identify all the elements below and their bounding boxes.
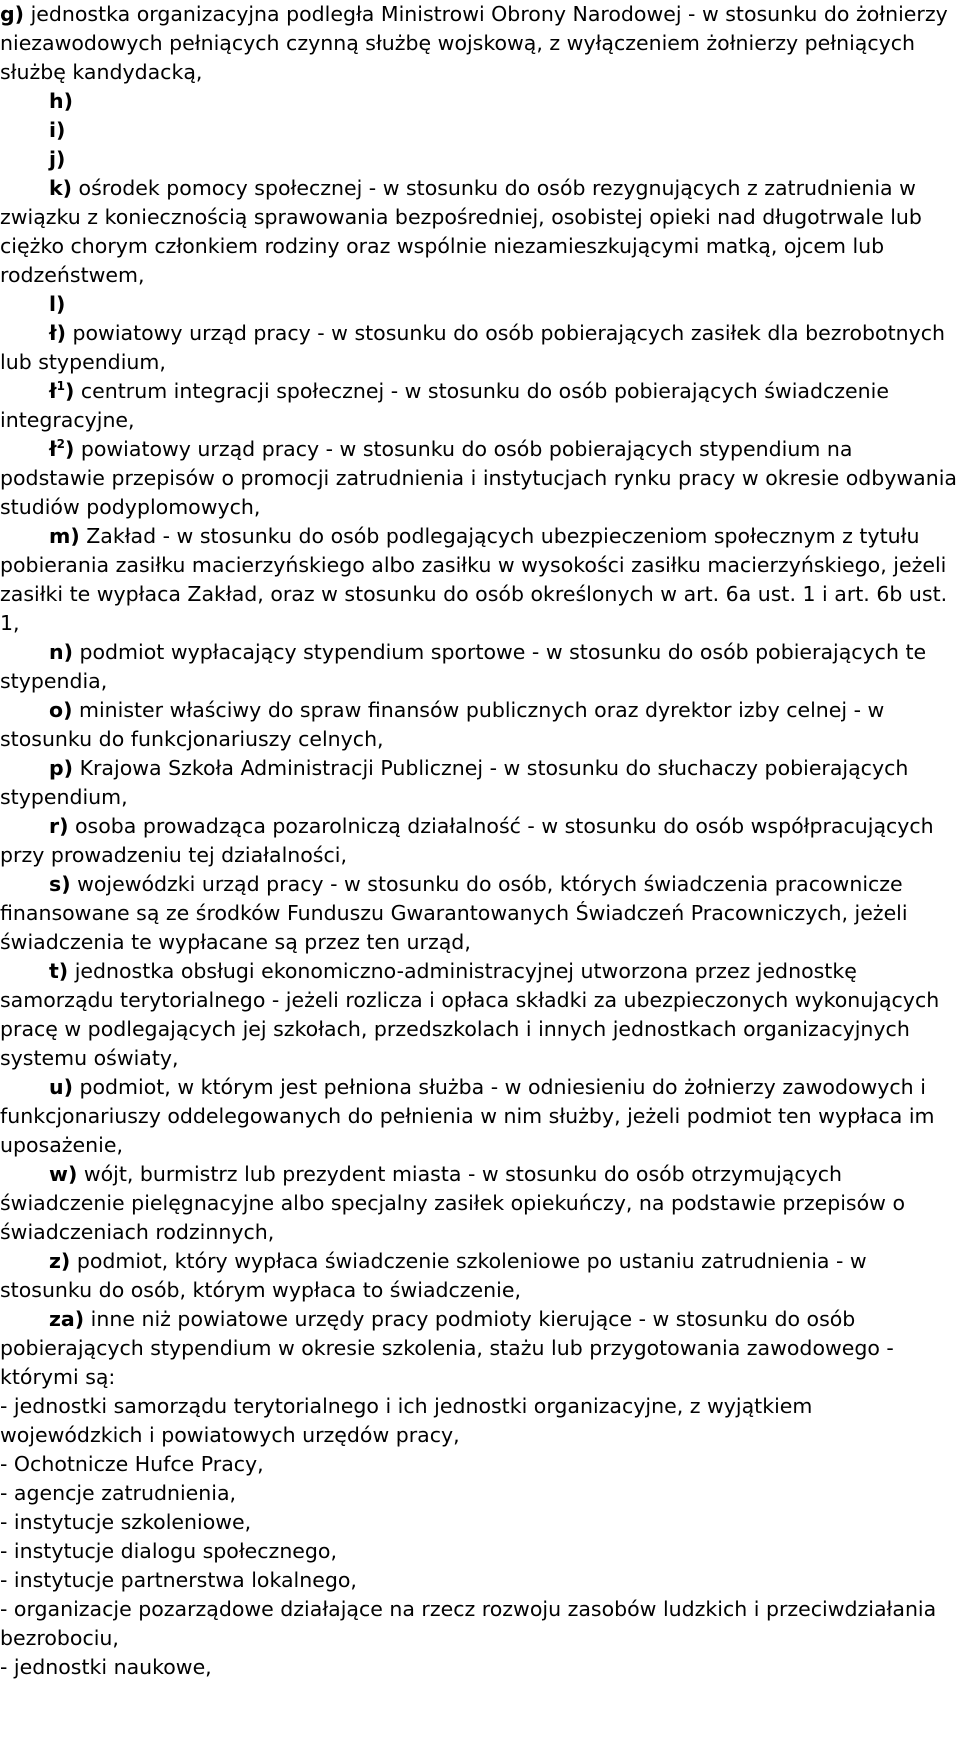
- item-r: [0, 812, 960, 870]
- dash-item: - organizacje pozarządowe działające na rzecz rozwoju zasobów ludzkich i przeciwdziałania bezrobociu,: [0, 1597, 937, 1650]
- item-label: r): [49, 814, 69, 838]
- item-label: s): [49, 872, 71, 896]
- item-label: n): [49, 640, 73, 664]
- item-label: g): [0, 2, 25, 26]
- item-o: [0, 696, 960, 754]
- item-text: podmiot, który wypłaca świadczenie szkoleniowe po ustaniu zatrudnienia - w stosunku do osób, którym wypłaca to świadczenie,: [0, 1249, 867, 1302]
- item-text: centrum integracji społecznej - w stosunku do osób pobierających świadczenie integracyjne,: [0, 379, 889, 432]
- item-label: l): [49, 292, 66, 316]
- item-text: Krajowa Szkoła Administracji Publicznej - w stosunku do słuchaczy pobierających stypendium,: [0, 756, 909, 809]
- item-text: powiatowy urząd pracy - w stosunku do osób pobierających stypendium na podstawie przepisów o promocji zatrudnienia i instytucjach rynku pracy w okresie odbywania studiów podyplomowych,: [0, 437, 957, 519]
- item-za: [0, 1305, 960, 1392]
- item-label: ł): [49, 321, 66, 345]
- item-k: [0, 174, 960, 290]
- item-t: [0, 957, 960, 1073]
- dash-item: - jednostki naukowe,: [0, 1655, 212, 1679]
- item-text: wójt, burmistrz lub prezydent miasta - w stosunku do osób otrzymujących świadczenie pielęgnacyjne albo specjalny zasiłek opiekuńczy, na podstawie przepisów o świadczeniach rodzinnych,: [0, 1162, 905, 1244]
- item-label: p): [49, 756, 74, 780]
- item-label: j): [49, 147, 66, 171]
- label-letter: ł: [49, 437, 57, 461]
- label-letter: ł: [49, 379, 57, 403]
- item-text: wojewódzki urząd pracy - w stosunku do osób, których świadczenia pracownicze finansowane są ze środków Funduszu Gwarantowanych Świadczeń Pracowniczych, jeżeli świadczenia te wypłacane są przez ten urząd,: [0, 872, 908, 954]
- item-label: t): [49, 959, 69, 983]
- item-label: m): [49, 524, 80, 548]
- item-g: [0, 0, 960, 87]
- dash-item: - instytucje szkoleniowe,: [0, 1510, 252, 1534]
- item-text: osoba prowadząca pozarolniczą działalność - w stosunku do osób współpracujących przy prowadzeniu tej działalności,: [0, 814, 934, 867]
- item-l1: [0, 377, 960, 435]
- item-label: u): [49, 1075, 73, 1099]
- item-text: ośrodek pomocy społecznej - w stosunku do osób rezygnujących z zatrudnienia w związku z koniecznością sprawowania bezpośredniej, osobistej opieki nad długotrwale lub ciężko chorym członkiem rodziny oraz wspólnie niezamieszkującymi matką, ojcem lub rodzeństwem,: [0, 176, 922, 287]
- label-superscript: 2: [56, 437, 65, 452]
- item-text: jednostka organizacyjna podległa Ministrowi Obrony Narodowej - w stosunku do żołnierzy niezawodowych pełniących czynną służbę wojskową, z wyłączeniem żołnierzy pełniących służbę kandydacką,: [0, 2, 948, 84]
- item-label: h): [49, 89, 73, 113]
- item-label: w): [49, 1162, 78, 1186]
- item-text: podmiot, w którym jest pełniona służba - w odniesieniu do żołnierzy zawodowych i funkcjonariuszy oddelegowanych do pełnienia w nim służby, jeżeli podmiot ten wypłaca im uposażenie,: [0, 1075, 935, 1157]
- item-text: Zakład - w stosunku do osób podlegających ubezpieczeniom społecznym z tytułu pobierania zasiłku macierzyńskiego albo zasiłku w wysokości zasiłku macierzyńskiego, jeżeli zasiłki te wypłaca Zakład, oraz w stosunku do osób określonych w art. 6a ust. 1 i art. 6b ust. 1,: [0, 524, 948, 635]
- item-h: [0, 87, 960, 116]
- item-l-stroke: [0, 319, 960, 377]
- item-label: k): [49, 176, 73, 200]
- dash-item: - instytucje dialogu społecznego,: [0, 1539, 337, 1563]
- item-text: podmiot wypłacający stypendium sportowe - w stosunku do osób pobierających te stypendia,: [0, 640, 927, 693]
- label-paren: ): [64, 379, 75, 403]
- item-text: minister właściwy do spraw finansów publicznych oraz dyrektor izby celnej - w stosunku do funkcjonariuszy celnych,: [0, 698, 885, 751]
- item-label: i): [49, 118, 66, 142]
- item-s: [0, 870, 960, 957]
- item-m: [0, 522, 960, 638]
- item-u: [0, 1073, 960, 1160]
- item-label: za): [49, 1307, 85, 1331]
- item-text: powiatowy urząd pracy - w stosunku do osób pobierających zasiłek dla bezrobotnych lub stypendium,: [0, 321, 946, 374]
- label-superscript: 1: [56, 379, 65, 394]
- item-l: [0, 290, 960, 319]
- item-label: [49, 437, 74, 461]
- item-w: [0, 1160, 960, 1247]
- item-label: z): [49, 1249, 71, 1273]
- item-text: inne niż powiatowe urzędy pracy podmioty kierujące - w stosunku do osób pobierających stypendium w okresie szkolenia, stażu lub przygotowania zawodowego - którymi są:: [0, 1307, 894, 1389]
- dash-item: - instytucje partnerstwa lokalnego,: [0, 1568, 357, 1592]
- label-paren: ): [64, 437, 75, 461]
- item-p: [0, 754, 960, 812]
- item-label: o): [49, 698, 73, 722]
- dash-item: - jednostki samorządu terytorialnego i ich jednostki organizacyjne, z wyjątkiem wojewódzkich i powiatowych urzędów pracy,: [0, 1394, 813, 1447]
- item-text: jednostka obsługi ekonomiczno-administracyjnej utworzona przez jednostkę samorządu terytorialnego - jeżeli rozlicza i opłaca składki za ubezpieczonych wykonujących pracę w podlegających jej szkołach, przedszkolach i innych jednostkach organizacyjnych systemu oświaty,: [0, 959, 940, 1070]
- dash-item: - Ochotnicze Hufce Pracy,: [0, 1452, 264, 1476]
- item-l2: [0, 435, 960, 522]
- dash-item: - agencje zatrudnienia,: [0, 1481, 237, 1505]
- item-i: [0, 116, 960, 145]
- item-label: [49, 379, 74, 403]
- item-j: [0, 145, 960, 174]
- item-z: [0, 1247, 960, 1305]
- item-n: [0, 638, 960, 696]
